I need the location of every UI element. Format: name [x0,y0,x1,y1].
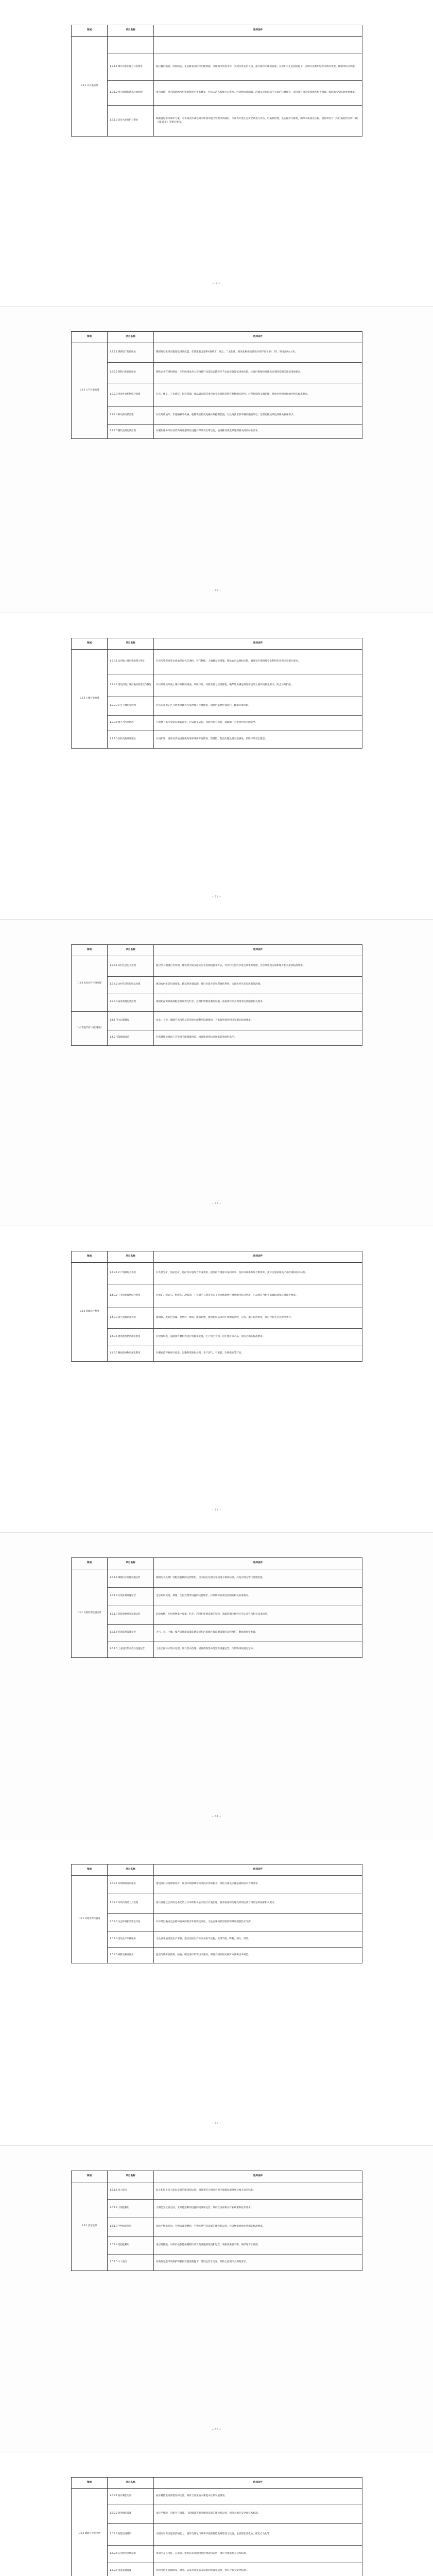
table-row [72,1605,362,1625]
table-header-row [72,945,362,956]
header-condition: 选择条件 [154,332,362,343]
domain-cell: 1.6.2 储能与智能电网 [72,2489,108,2576]
page-number: — 13 — [211,1509,222,1512]
condition-cell: 浅层地热能、中深层地热能供暖制冷及发电设施的建设和运营，须做到采灌平衡、保护地下水资源。 [154,2237,362,2255]
item-name-cell: 1.3.3.4 地下水污染防治 [108,716,154,731]
table-row [72,1329,362,1346]
condition-cell: 对共伴生矿、低品位矿、尾矿等开展综合开发利用，提高矿产资源开采回采率、选矿回收率和综合利用率，须符合国家相关产业政策和技术标准。 [154,1263,362,1284]
item-name-cell: 1.5.1.2 垃圾处理设施运营 [108,1588,154,1605]
item-name-cell: 1.4.3.5 餐厨废弃物资源化利用 [108,1346,154,1362]
header-domain: 领域 [72,2171,108,2182]
condition-cell: 在做好生态环境保护和移民安置的前提下，建设运营水电站，须符合流域综合规划要求。 [154,2255,362,2271]
table-header-row [72,1251,362,1263]
condition-cell: 对尾矿库、渣场及其他固体废物堆存场所开展防渗、防扬散、防流失整治及生态修复，消除环境安全隐患。 [154,731,362,749]
page-number: — 15 — [211,2122,222,2125]
condition-cell: 电化学储能、压缩空气储能、飞轮储能等新型储能设施的建设和运营，须符合相关安全和技术标准。 [154,2504,362,2524]
item-name-cell: 1.3.2.3 挥发性有机物综合治理 [108,383,154,407]
document-page [0,920,433,1226]
catalog-table [71,638,362,749]
document-page [0,307,433,613]
domain-cell: 1.3.2 大气污染治理 [72,343,108,439]
condition-cell: 工业园区污水集中处理、废气集中治理、固体废物集中处置等设施运营，污染物排放稳定达标。 [154,1641,362,1658]
item-name-cell: 1.4.2 节能降碳改造 [108,1030,154,1046]
table-row [72,674,362,697]
domain-cell: 1.3.3 土壤污染治理 [72,650,108,749]
header-item: 项目名称 [108,2478,154,2489]
page-number: — 9 — [212,282,221,285]
item-name-cell: 1.3.4.3 畜禽养殖污染治理 [108,993,154,1012]
table-row [72,1308,362,1329]
table-row [72,343,362,363]
domain-cell: 1.3.1 水污染治理 [72,37,108,137]
condition-cell: 危险废物、医疗废物集中收集、贮存、利用和处置设施的运营，须取得相应经营许可证并符合相关技术规范。 [154,1605,362,1625]
table-row [72,1588,362,1605]
domain-cell: 1.6.1 清洁能源 [72,2182,108,2271]
table-row [72,1284,362,1308]
condition-cell: 太阳能光伏发电站、太阳能热利用设施的建设和运营，须符合国家相关产业政策和技术要求。 [154,2200,362,2217]
item-name-cell: 1.3.2.4 移动源污染治理 [108,407,154,425]
table-row [72,383,362,407]
condition-cell: 为企业开展清洁生产审核、提出清洁生产方案并指导实施，实现节能、降耗、减污、增效。 [154,1931,362,1948]
condition-cell: 重点流域、重点海域的水污染治理及水生态修复，包括入河入海排污口整治、污染物总量削减、河湖及近岸海域生态保护与修复等，项目须符合国家和地方相关流域、海域水污染防治规划要求。 [154,81,362,106]
domain-cell: 1.5.1 污染治理设施运营 [72,1569,108,1658]
catalog-table [71,25,362,137]
condition-cell: 通过截污纳管、清淤疏浚、生态修复等综合治理措施，消除城市黑臭水体，实现水体长治久清，提升城市水环境质量；在保护水生态的前提下，合理开发利用城市水体的景观、休闲等综合功能。 [154,54,362,81]
header-condition: 选择条件 [154,1251,362,1263]
item-name-cell: 1.6.1.3 生物质能利用 [108,2217,154,2237]
item-name-cell: 1.5.1.4 环境监测设施运营 [108,1625,154,1641]
table-row [72,731,362,749]
table-row [72,1569,362,1588]
table-header-row [72,2171,362,2182]
header-condition: 选择条件 [154,2171,362,2182]
table-row [72,716,362,731]
condition-cell: 对污染地块开展土壤污染状况调查、风险评估、风险管控与治理修复，确保地块满足规划用途的土壤环境质量要求，防止污染扩散。 [154,674,362,697]
condition-cell: 电动汽车充电桩、充电站、换电站等基础设施的建设和运营，须符合国家相关技术标准。 [154,2546,362,2563]
header-item: 项目名称 [108,945,154,956]
table-row [72,1030,362,1046]
item-name-cell: 1.5.2.5 碳排放核查服务 [108,1948,154,1963]
header-domain: 领域 [72,2478,108,2489]
condition-cell: 为提高可再生能源消纳能力、提升电网运行效率开展的智能电网建设与改造，包括智能变电站、配电自动化等。 [154,2524,362,2546]
item-name-cell: 1.5.2.4 清洁生产审核服务 [108,1931,154,1948]
table-row [72,54,362,81]
table-row [72,1948,362,1963]
condition-cell: 对餐厨废弃物进行收集、运输和资源化处理，生产沼气、有机肥、生物柴油等产品。 [154,1346,362,1362]
item-name-cell: 1.3.3.5 固体废物堆场整治 [108,731,154,749]
header-domain: 领域 [72,332,108,343]
header-item: 项目名称 [108,332,154,343]
table-row [72,1012,362,1030]
document-page [0,1226,433,1533]
page-number: — 10 — [211,589,222,592]
catalog-table [71,2171,362,2271]
condition-cell: 对环境污染或生态破坏造成的损害开展鉴定评估，为生态环境损害赔偿和修复提供技术支撑。 [154,1914,362,1931]
condition-cell: 建设项目环境影响评价、规划环境影响评价等技术咨询服务，须符合相关法律法规和技术导则要求。 [154,1876,362,1893]
item-name-cell: 1.6.2.3 智能电网建设 [108,2524,154,2546]
page-number: — 11 — [211,895,222,899]
item-name-cell: 1.6.1.2 太阳能利用 [108,2200,154,2217]
item-name-cell: 1.5.1.5 工业园区集中治污设施运营 [108,1641,154,1658]
condition-cell: 城镇污水处理厂及配套管网的运营维护，出水稳定达到国家或地方排放标准，污泥实现无害化处理处置。 [154,1569,362,1588]
condition-cell: 对尾矿、煤矸石、粉煤灰、冶炼渣、工业副产石膏等大宗工业固体废物开展资源化综合利用，产品须符合相关质量标准和环境保护要求。 [154,1284,362,1308]
table-row [72,2217,362,2237]
item-name-cell: 1.5.1.1 城镇污水处理设施运营 [108,1569,154,1588]
table-header-row [72,2478,362,2489]
header-item: 项目名称 [108,1865,154,1876]
header-item: 项目名称 [108,638,154,650]
condition-cell: 对在用柴油车、非道路移动机械、船舶等加装或更换污染控制装置，以及淘汰老旧车辆设施的项目，治理后排放须达到相关标准要求。 [154,407,362,425]
page-number: — 16 — [211,2428,222,2431]
document-page [0,0,433,307]
condition-cell: 规模化畜禽养殖场配套建设粪污贮存、处理和资源化利用设施，畜禽粪污综合利用率达到国家相关要求。 [154,993,362,1012]
condition-cell: 燃煤发电机组实施超低排放改造，在基准氧含量6%条件下，烟尘、二氧化硫、氮氧化物排放浓度分别不高于10、35、50毫克/立方米。 [154,343,362,363]
domain-cell: 1.3.4 农业农村污染治理 [72,956,108,1012]
catalog-table [71,944,362,1046]
domain-cell: 1.4 资源节约与循环利用 [72,1012,108,1046]
condition-cell: 通过纳入城镇污水管网、建设集中或分散式污水处理设施等方式，对农村生活污水进行收集和处理，出水须达到国家和地方相关排放标准要求。 [154,956,362,977]
item-name-cell: 1.3.2.2 钢铁行业超低排放 [108,363,154,383]
table-row [72,2255,362,2271]
condition-cell: 温室气体排放核算、核查、碳足迹评价等技术服务，须符合国家相关核算方法和技术规范。 [154,1948,362,1963]
table-row [72,1876,362,1893]
condition-cell: 农业、工业、城镇节水改造及非常规水源利用设施建设，节水效果须达到国家相关标准要求。 [154,1012,362,1030]
condition-cell: 对受污染耕地等农用地采取农艺调控、替代种植、土壤修复等措施，降低农产品超标风险，确保受污染耕地安全利用率达到国家相关要求。 [154,650,362,674]
condition-cell: 废钢铁、废有色金属、废塑料、废纸、废旧轮胎、废旧纺织品等再生资源的回收、分拣、加工和再利用，须符合相关行业规范条件。 [154,1308,362,1329]
item-name-cell: 1.3.1.2 重点流域海域水环境治理 [108,81,154,106]
header-item: 项目名称 [108,1558,154,1569]
document-page [0,2146,433,2452]
condition-cell: 对餐饮服务单位安装高效油烟净化设施并保障其正常运行，油烟排放浓度须达到相关排放标准要求。 [154,425,362,439]
item-name-cell: 1.5.2.1 环境影响评价服务 [108,1876,154,1893]
item-name-cell: 1.3.1.1 城市水体治理与开发利用 [108,54,154,81]
table-header-row [72,638,362,650]
table-row [72,1931,362,1948]
table-row [72,1625,362,1641]
item-name-cell: 1.3.2.5 餐饮油烟污染治理 [108,425,154,439]
document-page [0,1533,433,1839]
table-row [72,1641,362,1658]
condition-cell: 建设农村生活垃圾收集、转运和处置设施，推行垃圾分类和资源化利用，实现农村生活垃圾有效治理。 [154,977,362,993]
table-row [72,425,362,439]
table-row [72,37,362,54]
table-row [72,363,362,383]
table-header-row [72,25,362,37]
item-name-cell: 1.4.1 节水设施建设 [108,1012,154,1030]
header-item: 项目名称 [108,25,154,37]
catalog-table [71,2477,362,2576]
item-name-cell: 1.3.3.3 矿区土壤污染治理 [108,697,154,716]
table-header-row [72,1558,362,1569]
table-row [72,106,362,137]
table-row [72,2237,362,2255]
header-item: 项目名称 [108,2171,154,2182]
condition-cell: 排污者通过合同约定委托第三方环保服务公司进行污染治理，服务质量和治理效果须达到合同约定和国家相关要求。 [154,1893,362,1914]
condition-cell: 石化、化工、工业涂装、包装印刷、油品储运销等重点行业实施挥发性有机物源头替代、过程控制和末端治理，排放达到国家和地方相关标准要求。 [154,383,362,407]
header-domain: 领域 [72,638,108,650]
table-row [72,956,362,977]
table-row [72,2563,362,2576]
item-name-cell: 1.3.3.1 农用地土壤污染治理与修复 [108,650,154,674]
condition-cell: 农林生物质发电、生物质成型燃料、生物天然气等设施的建设和运营，污染物排放须达到相关标准要求。 [154,2217,362,2237]
item-name-cell: 1.5.1.3 危险废物处置设施运营 [108,1605,154,1625]
table-row [72,2524,362,2546]
condition-cell: 对建筑垃圾、道路废弃材料等进行资源化处理，生产再生骨料、再生建材等产品，须符合相关标准要求。 [154,1329,362,1346]
item-name-cell: 1.6.1.5 水力发电 [108,2255,154,2271]
table-row [72,2200,362,2217]
condition-cell: 陆上和海上风力发电设施的建设和运营，项目须符合国家可再生能源发展规划及相关技术标准。 [154,2182,362,2200]
table-row [72,650,362,674]
condition-cell: 对历史遗留矿区开展重金属等污染治理与土壤修复，阻断污染物迁移途径，降低环境风险。 [154,697,362,716]
condition-cell: 大气、水、土壤、噪声等环境质量监测设施和污染源在线监测设施的运营维护，数据须真实准确。 [154,1625,362,1641]
item-name-cell: 1.4.3.2 工业固体废物综合利用 [108,1284,154,1308]
table-row [72,1263,362,1284]
catalog-table [71,1251,362,1362]
document-page [0,2452,433,2576]
table-row [72,1914,362,1931]
catalog-table [71,331,362,439]
domain-cell: 1.4.3 资源综合利用 [72,1263,108,1362]
catalog-table [71,1864,362,1963]
item-name-cell: 1.5.2.3 生态环境损害鉴定评估 [108,1914,154,1931]
item-name-cell: 1.6.1.4 地热能利用 [108,2237,154,2255]
header-domain: 领域 [72,25,108,37]
item-name-cell: 1.3.4.1 农村生活污水处理 [108,956,154,977]
item-name-cell: 1.6.1.1 风力发电 [108,2182,154,2200]
table-row [72,2489,362,2504]
table-row [72,993,362,1012]
table-row [72,697,362,716]
table-row [72,2546,362,2563]
item-name-cell: 1.4.3.4 建筑废弃物资源化利用 [108,1329,154,1346]
header-domain: 领域 [72,1558,108,1569]
table-row [72,81,362,106]
table-header-row [72,1865,362,1876]
item-name-cell: 1.3.3.2 建设用地土壤污染风险管控与修复 [108,674,154,697]
condition-cell: 利用可再生能源制氢、储氢、运氢及加氢站等设施的建设和运营，须符合相关安全标准。 [154,2563,362,2576]
page-number: — 14 — [211,1815,222,1818]
header-condition: 选择条件 [154,638,362,650]
header-domain: 领域 [72,1251,108,1263]
domain-cell: 1.5.2 环境咨询与服务 [72,1876,108,1963]
document-page [0,613,433,920]
item-name-cell [108,37,154,54]
header-domain: 领域 [72,1865,108,1876]
header-condition: 选择条件 [154,1558,362,1569]
table-row [72,1346,362,1362]
item-name-cell: 1.6.2.4 充电换电基础设施 [108,2546,154,2563]
table-row [72,2504,362,2524]
table-row [72,407,362,425]
item-name-cell: 1.5.2.2 环境污染第三方治理 [108,1893,154,1914]
item-name-cell: 1.6.2.2 新型储能设施 [108,2504,154,2524]
condition-cell: 开展地下水污染状况调查评估、污染源头防控、风险管控与修复，保障地下水型饮用水水源安全。 [154,716,362,731]
item-name-cell: 1.3.4.2 农村生活垃圾收运处理 [108,977,154,993]
document-page [0,1839,433,2146]
condition-cell: 抽水蓄能电站的建设和运营，须符合国家抽水蓄能中长期发展规划。 [154,2489,362,2504]
item-name-cell: 1.3.1.3 良好水体保护与整治 [108,106,154,137]
header-condition: 选择条件 [154,25,362,37]
header-item: 项目名称 [108,1251,154,1263]
catalog-table [71,1557,362,1658]
condition-cell [154,37,362,54]
table-row [72,977,362,993]
condition-cell: 生活垃圾焚烧、填埋、生化处理等设施的运营维护，污染物排放须达到国家相关标准要求。 [154,1588,362,1605]
condition-cell: 对高耗能设备和工艺实施节能降碳改造，项目能效须达到国家能效标杆水平。 [154,1030,362,1046]
condition-cell: 编制良好水体保护方案，对水质良好或达到水环境功能区划要求的湖泊、水库等开展生态安全调查与评估、污染源治理、生态保护与修复，确保水质稳定达标。项目须符合《水污染防治行动计划》（2015年）等相关要求。 [154,106,362,137]
header-domain: 领域 [72,945,108,956]
header-condition: 选择条件 [154,1865,362,1876]
item-name-cell: 1.3.2.1 燃煤电厂超低排放 [108,343,154,363]
header-condition: 选择条件 [154,945,362,956]
page-number: — 12 — [211,1202,222,1205]
condition-cell: 钢铁企业有组织排放、无组织排放及大宗物料产品清洁运输等环节全面实施超低排放改造，主要污染物排放浓度达到国家相关超低排放要求。 [154,363,362,383]
item-name-cell: 1.6.2.5 氢能基础设施 [108,2563,154,2576]
item-name-cell: 1.4.3.3 再生资源回收利用 [108,1308,154,1329]
header-condition: 选择条件 [154,2478,362,2489]
table-row [72,1893,362,1914]
table-row [72,2182,362,2200]
item-name-cell: 1.4.3.1 矿产资源综合利用 [108,1263,154,1284]
table-header-row [72,332,362,343]
item-name-cell: 1.6.2.1 抽水蓄能电站 [108,2489,154,2504]
